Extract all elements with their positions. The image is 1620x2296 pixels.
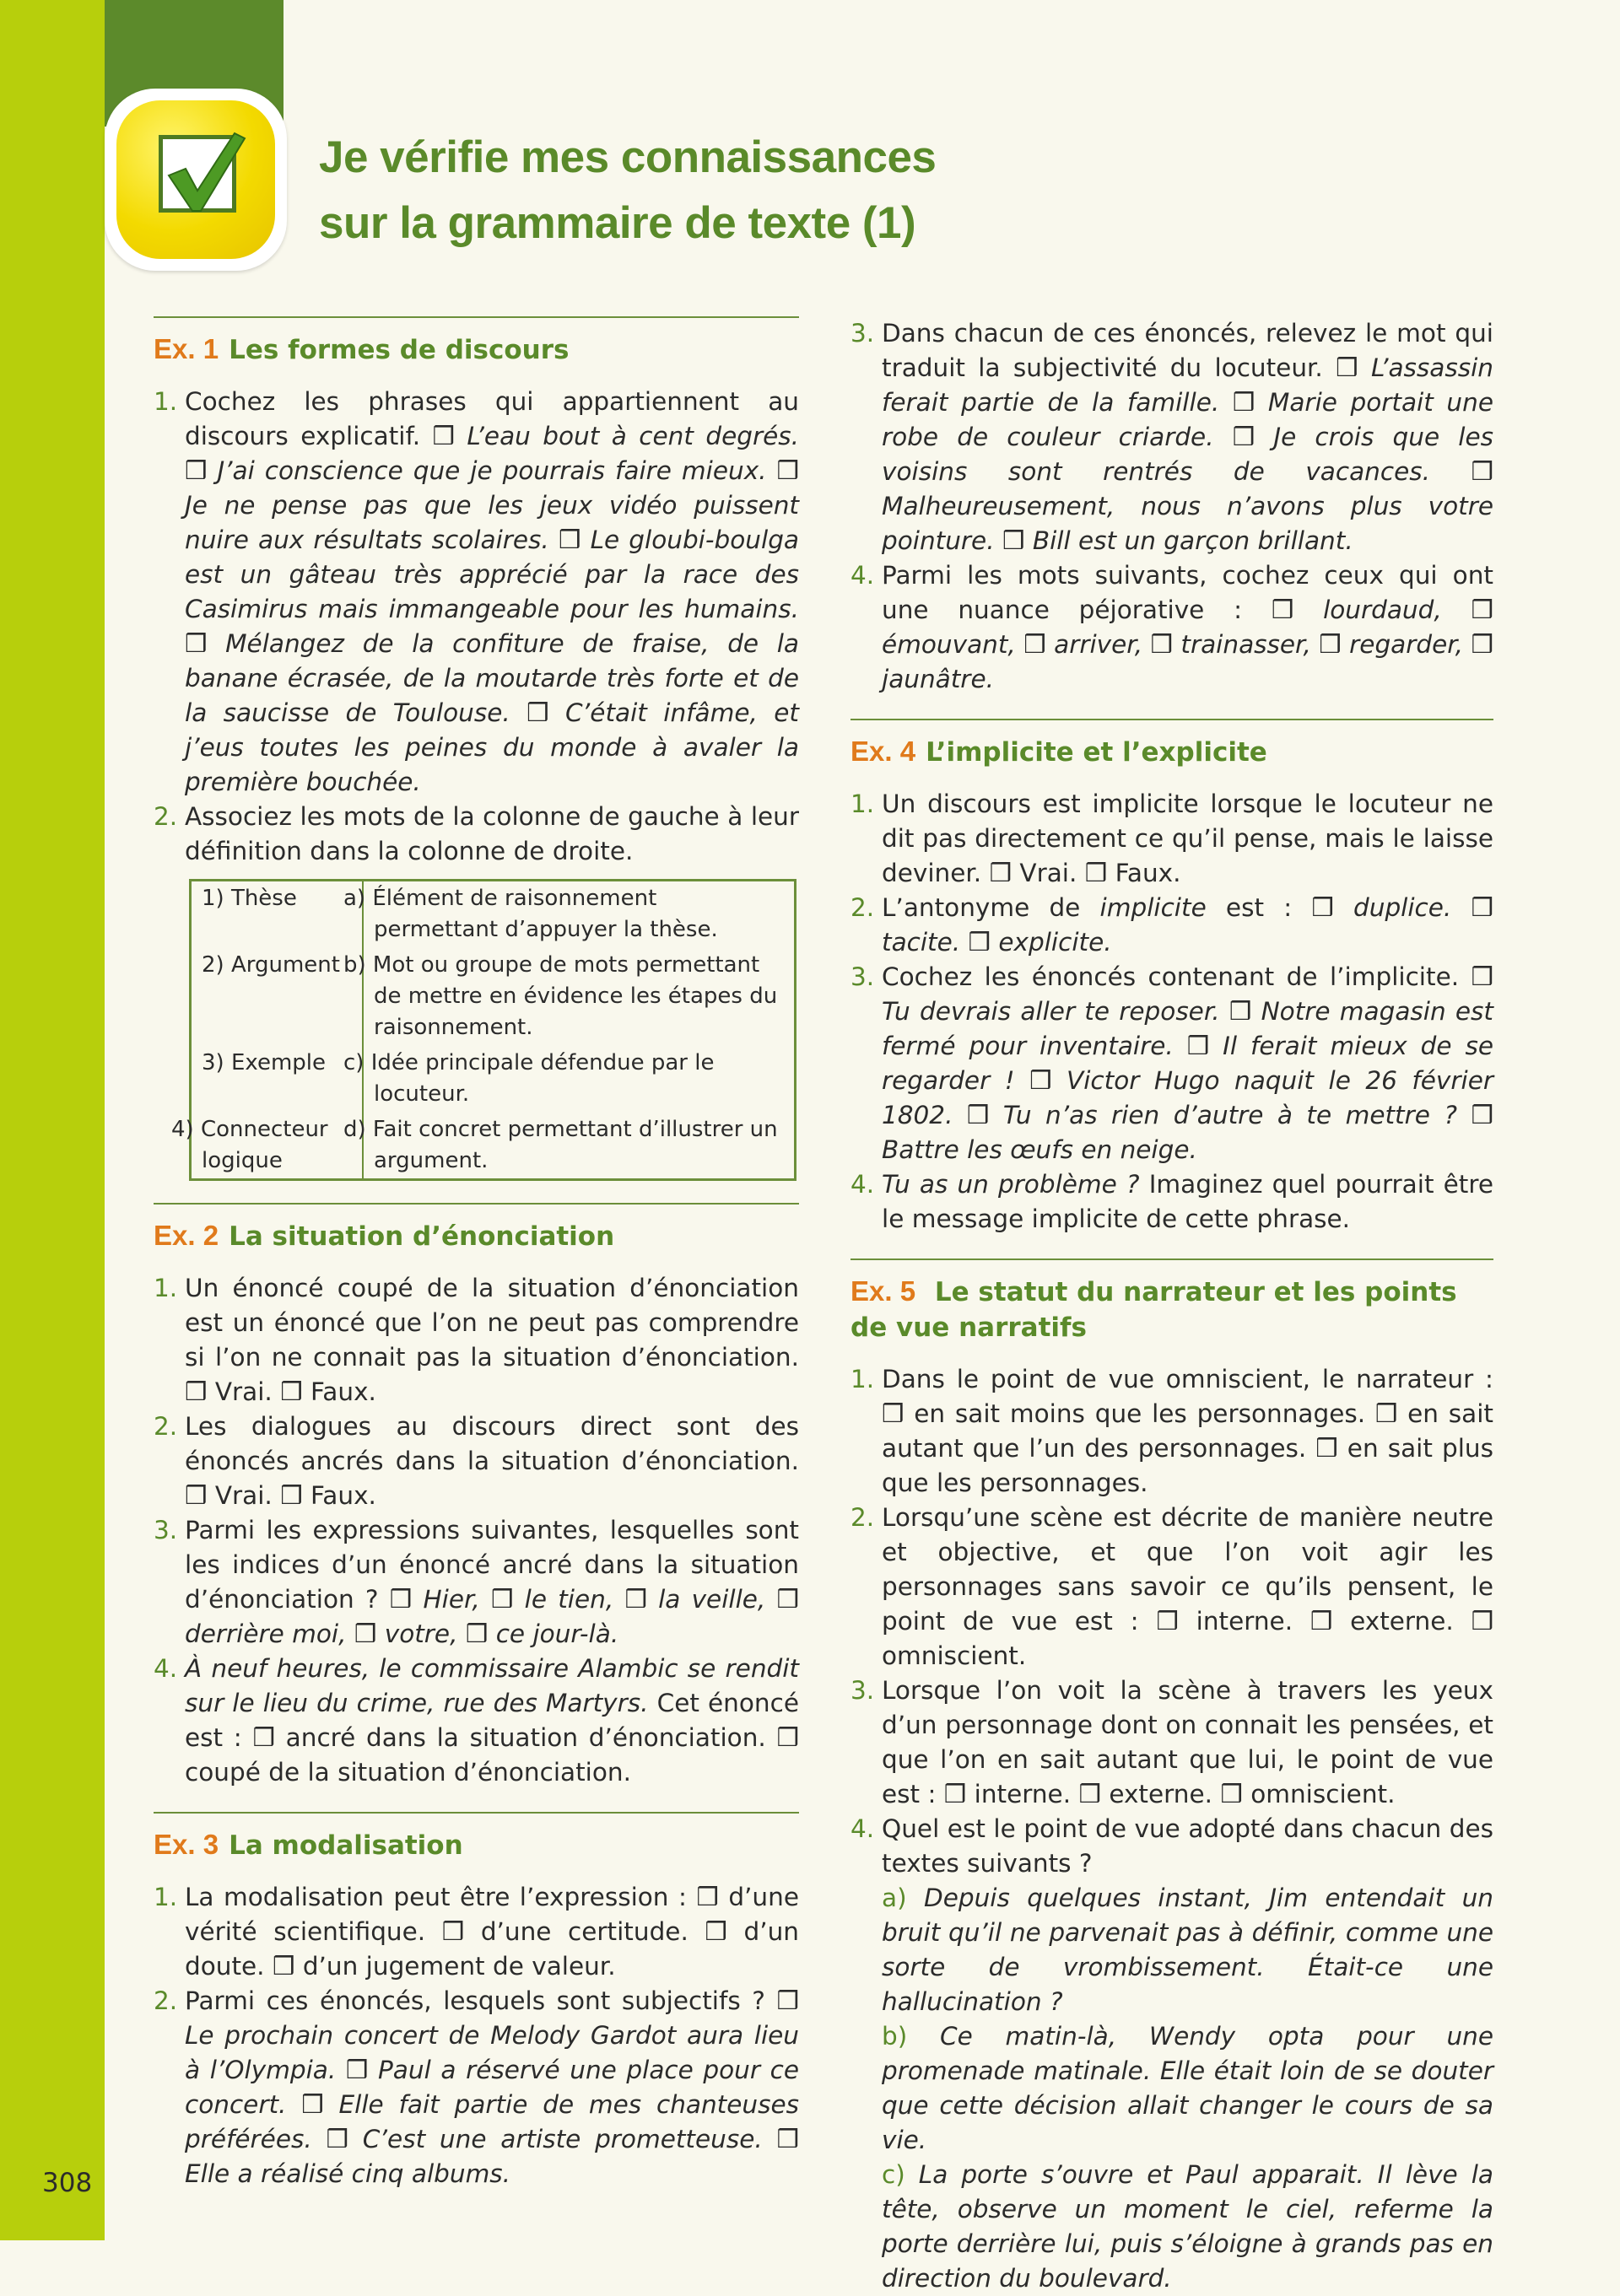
- question-item: [850, 558, 1493, 697]
- exercise-4: [850, 719, 1493, 1237]
- exercise-heading: [154, 1827, 799, 1863]
- exercise-heading: [850, 734, 1493, 770]
- exercise-title: Le statut du narrateur et les points de vue narratifs: [850, 1277, 1457, 1343]
- question-number: 3.: [850, 319, 875, 348]
- checkbox[interactable]: ❒: [776, 2125, 799, 2153]
- checkbox[interactable]: ❒: [1228, 997, 1252, 1026]
- question-text: Un énoncé coupé de la situation d’énonciation est un énoncé que l’on ne peut pas comprendre si l’on ne connait pas la situation d’énonciation.: [185, 1274, 799, 1372]
- checkbox[interactable]: ❒: [1336, 353, 1358, 382]
- checkbox[interactable]: ❒: [1311, 893, 1334, 922]
- text-excerpt: [882, 2019, 1493, 2158]
- divider: [154, 1203, 799, 1205]
- option-text: interne.: [1196, 1607, 1293, 1636]
- option-text: Malheureusement, nous n’avons plus votre pointure.: [882, 492, 1493, 555]
- checkbox[interactable]: ❒: [776, 1986, 799, 2015]
- question-number: 2.: [154, 1412, 178, 1441]
- divider: [154, 1812, 799, 1814]
- question-number: 4.: [154, 1654, 178, 1683]
- checkbox[interactable]: ❒: [272, 1952, 295, 1981]
- option-text: Je ne pense pas que les jeux vidéo puissent nuire aux résultats scolaires.: [185, 491, 799, 554]
- question-item: [154, 1271, 799, 1409]
- text-excerpt: [882, 1881, 1493, 2019]
- checkbox[interactable]: ❒: [1471, 893, 1493, 922]
- question-number: 2.: [154, 1986, 178, 2015]
- option-text: L’eau bout à cent degrés.: [467, 422, 799, 450]
- page-number: 308: [42, 2168, 93, 2198]
- exercise-number: Ex. 5: [850, 1275, 916, 1307]
- option-text: d’une vérité scientifique.: [185, 1883, 799, 1946]
- checkbox[interactable]: ❒: [1471, 1607, 1494, 1636]
- option-text: Il ferait mieux de se regarder !: [882, 1032, 1493, 1095]
- checkbox[interactable]: ❒: [1156, 1607, 1179, 1636]
- exercise-title: Les formes de discours: [229, 335, 570, 365]
- question-item: [154, 1880, 799, 1984]
- checkbox[interactable]: ❒: [389, 1585, 413, 1614]
- question-item: [154, 1984, 799, 2191]
- option-text: Tu devrais aller te reposer.: [882, 997, 1220, 1026]
- option-text: Hier,: [423, 1585, 480, 1614]
- exercise-title: L’implicite et l’explicite: [926, 737, 1267, 768]
- checkbox[interactable]: ❒: [441, 1917, 465, 1946]
- option-text: le tien,: [524, 1585, 614, 1614]
- checkbox[interactable]: ❒: [1374, 1399, 1398, 1428]
- option-text: Vrai.: [1019, 859, 1077, 887]
- option-text: J’ai conscience que je pourrais faire mieux.: [217, 456, 767, 485]
- checkbox[interactable]: ❒: [345, 2056, 369, 2084]
- excerpt-text: Depuis quelques instant, Jim entendait un bruit qu’il ne parvenait pas à définir, comme une sorte de vrombissement. Était-ce une hallucination ?: [882, 1884, 1493, 2016]
- question-number: 1.: [850, 790, 875, 818]
- question-text: Parmi ces énoncés, lesquels sont subjectifs ?: [185, 1986, 765, 2015]
- option-text: trainasser,: [1180, 630, 1311, 659]
- question-text: Dans chacun de ces énoncés, relevez le mot qui traduit la subjectivité du locuteur.: [882, 319, 1493, 382]
- page-title-line-2: sur la grammaire de texte (1): [319, 198, 916, 248]
- divider: [154, 316, 799, 318]
- exercise-heading: [850, 1274, 1493, 1345]
- checkbox[interactable]: ❒: [776, 1585, 799, 1614]
- checkbox[interactable]: ❒: [989, 859, 1012, 887]
- exercise-number: Ex. 4: [850, 736, 916, 767]
- checkmark-icon: [157, 127, 250, 219]
- checkbox[interactable]: ❒: [1029, 1066, 1052, 1095]
- question-item: [850, 1673, 1493, 1812]
- option-text: L’assassin ferait partie de la famille.: [882, 353, 1493, 417]
- exercise-heading: [154, 1218, 799, 1254]
- checkbox[interactable]: ❒: [1232, 388, 1256, 417]
- option-text: en sait autant que l’un des personnages.: [882, 1399, 1493, 1463]
- question-text: Cochez les énoncés contenant de l’implicite.: [882, 962, 1460, 991]
- option-text: ancré dans la situation d’énonciation.: [285, 1723, 766, 1752]
- table-definition: b) Mot ou groupe de mots permettant de mettre en évidence les étapes du raisonnement.: [343, 952, 778, 1040]
- question-number: 1.: [154, 387, 178, 416]
- association-table: [171, 879, 796, 1181]
- option-text: omniscient.: [882, 1641, 1027, 1670]
- question-text: Quel est le point de vue adopté dans chacun des textes suivants ?: [882, 1814, 1493, 1878]
- option-text: Elle a réalisé cinq albums.: [185, 2159, 511, 2188]
- right-column: [850, 316, 1493, 2296]
- quoted-sentence: À neuf heures, le commissaire Alambic se rendit sur le lieu du crime, rue des Martyrs.: [185, 1654, 799, 1717]
- option-text: Le gloubi-boulga est un gâteau très apprécié par la race des Casimirus mais immangeable pour les humains.: [185, 525, 799, 623]
- checkbox[interactable]: ❒: [185, 1481, 208, 1510]
- exercise-3: [154, 1812, 799, 2191]
- text-excerpt: [882, 2158, 1493, 2296]
- option-text: Faux.: [1115, 859, 1181, 887]
- question-number: 3.: [850, 962, 875, 991]
- question-number: 4.: [850, 1814, 875, 1843]
- question-text: Un discours est implicite lorsque le locuteur ne dit pas directement ce qu’il pense, mais le laisse deviner.: [882, 790, 1493, 887]
- question-item: [154, 1409, 799, 1513]
- question-text: Lorsque l’on voit la scène à travers les yeux d’un personnage dont on connait les pensées, et que l’on en sait autant que lui, le point de vue est :: [882, 1676, 1493, 1808]
- option-text: en sait moins que les personnages.: [914, 1399, 1366, 1428]
- table-definition: c) Idée principale défendue par le locuteur.: [343, 1050, 715, 1107]
- checkbox[interactable]: ❒: [705, 1917, 727, 1946]
- question-number: 1.: [154, 1883, 178, 1911]
- option-text: duplice.: [1353, 893, 1452, 922]
- option-text: coupé de la situation d’énonciation.: [185, 1758, 631, 1787]
- question-text: est :: [1225, 893, 1293, 922]
- keyword: implicite: [1099, 893, 1207, 922]
- checkbox[interactable]: ❒: [1471, 1101, 1493, 1129]
- option-text: Elle fait partie de mes chanteuses préférées.: [185, 2090, 799, 2153]
- question-item: [154, 1513, 799, 1652]
- checkbox[interactable]: ❒: [280, 1481, 303, 1510]
- question-item: [850, 1812, 1493, 1881]
- excerpt-letter: b): [882, 2022, 908, 2051]
- exercise-1: [154, 316, 799, 1181]
- option-text: lourdaud,: [1323, 596, 1442, 624]
- checkbox[interactable]: ❒: [354, 1620, 377, 1648]
- divider: [850, 719, 1493, 720]
- option-text: explicite.: [998, 928, 1112, 957]
- question-item: [850, 891, 1493, 960]
- excerpt-letter: c): [882, 2160, 905, 2189]
- checkbox[interactable]: ❒: [1150, 630, 1173, 659]
- question-item: [154, 1652, 799, 1790]
- option-text: Victor Hugo naquit le 26 février 1802.: [882, 1066, 1493, 1129]
- question-text: Les dialogues au discours direct sont des énoncés ancrés dans la situation d’énonciation.: [185, 1412, 799, 1475]
- checkbox[interactable]: ❒: [1186, 1032, 1210, 1060]
- page-title: [319, 125, 936, 256]
- question-number: 3.: [850, 1676, 875, 1705]
- checkbox[interactable]: ❒: [1315, 1434, 1338, 1463]
- option-text: C’était infâme, et j’eus toutes les peines du monde à avaler la première bouchée.: [185, 698, 799, 796]
- checkbox[interactable]: ❒: [966, 1101, 990, 1129]
- exercise-3-continued: [850, 316, 1493, 697]
- checkbox[interactable]: ❒: [776, 456, 799, 485]
- checkbox[interactable]: ❒: [432, 422, 455, 450]
- table-definition: d) Fait concret permettant d’illustrer un argument.: [343, 1117, 778, 1173]
- question-text: Lorsqu’une scène est décrite de manière neutre et objective, et que l’on voit agir les personnages sans savoir ce qu’ils pensent, le point de vue est :: [882, 1503, 1493, 1636]
- option-text: Mélangez de la confiture de fraise, de la banane écrasée, de la moutarde très forte et de la saucisse de Toulouse.: [185, 629, 799, 727]
- exercise-number: Ex. 3: [154, 1829, 219, 1860]
- option-text: votre,: [384, 1620, 458, 1648]
- checkbox[interactable]: ❒: [1471, 457, 1493, 486]
- option-text: Battre les œufs en neige.: [882, 1135, 1197, 1164]
- page-title-line-1: Je vérifie mes connaissances: [319, 132, 937, 182]
- checkbox[interactable]: ❒: [1471, 962, 1493, 991]
- quoted-sentence: Tu as un problème ?: [882, 1170, 1140, 1199]
- checkbox[interactable]: ❒: [1471, 630, 1493, 659]
- exercise-title: La situation d’énonciation: [229, 1221, 615, 1252]
- option-text: Tu n’as rien d’autre à te mettre ?: [1002, 1101, 1458, 1129]
- checkbox[interactable]: ❒: [1002, 526, 1025, 555]
- option-text: Marie portait une robe de couleur criarde.: [882, 388, 1493, 451]
- option-text: C’est une artiste prometteuse.: [362, 2125, 763, 2153]
- question-number: 2.: [850, 1503, 875, 1532]
- excerpt-text: Ce matin-là, Wendy opta pour une promenade matinale. Elle était loin de se douter que cette décision allait changer le cours de sa vie.: [882, 2022, 1493, 2154]
- question-number: 3.: [154, 1516, 178, 1544]
- checkbox[interactable]: ❒: [1232, 423, 1256, 451]
- option-text: regarder,: [1349, 630, 1464, 659]
- checkbox[interactable]: ❒: [280, 1377, 303, 1406]
- checkbox[interactable]: ❒: [491, 1585, 514, 1614]
- checkbox[interactable]: ❒: [465, 1620, 489, 1648]
- option-text: d’une certitude.: [480, 1917, 688, 1946]
- exercise-heading: [154, 331, 799, 368]
- question-item: [850, 787, 1493, 891]
- question-number: 4.: [850, 561, 875, 590]
- excerpt-letter: a): [882, 1884, 907, 1912]
- option-text: Faux.: [310, 1481, 376, 1510]
- checkbox[interactable]: ❒: [185, 1377, 208, 1406]
- option-text: Notre magasin est fermé pour inventaire.: [882, 997, 1493, 1060]
- question-item: [850, 1167, 1493, 1237]
- question-item: [154, 385, 799, 800]
- table-term: 3) Exemple: [191, 1045, 364, 1112]
- question-text: L’antonyme de: [882, 893, 1081, 922]
- option-text: Vrai.: [214, 1481, 273, 1510]
- exercise-5: [850, 1258, 1493, 2296]
- checkbox[interactable]: ❒: [185, 629, 208, 658]
- option-text: ce jour-là.: [495, 1620, 619, 1648]
- exercise-title: La modalisation: [229, 1830, 463, 1861]
- option-text: arriver,: [1054, 630, 1143, 659]
- question-text: Dans le point de vue omniscient, le narrateur :: [882, 1365, 1493, 1393]
- question-item: [850, 1362, 1493, 1501]
- option-text: Le prochain concert de Melody Gardot aura lieu à l’Olympia.: [185, 2021, 799, 2084]
- option-text: émouvant,: [882, 630, 1016, 659]
- option-text: externe.: [1109, 1780, 1212, 1808]
- option-text: Vrai.: [214, 1377, 273, 1406]
- option-text: la veille,: [658, 1585, 766, 1614]
- option-text: omniscient.: [1250, 1780, 1396, 1808]
- checkbox[interactable]: ❒: [1471, 596, 1493, 624]
- question-item: [850, 1501, 1493, 1673]
- question-text: Associez les mots de la colonne de gauche à leur définition dans la colonne de droite.: [185, 802, 799, 865]
- question-number: 2.: [154, 802, 178, 831]
- option-text: Faux.: [310, 1377, 376, 1406]
- option-text: d’un doute.: [185, 1917, 799, 1981]
- checkbox[interactable]: ❒: [1220, 1780, 1243, 1808]
- checkbox[interactable]: ❒: [624, 1585, 647, 1614]
- option-text: externe.: [1350, 1607, 1454, 1636]
- divider: [850, 1258, 1493, 1260]
- question-number: 4.: [850, 1170, 875, 1199]
- option-text: derrière moi,: [185, 1620, 347, 1648]
- checkbox[interactable]: ❒: [526, 698, 549, 727]
- question-text: Cochez les phrases qui appartiennent au discours explicatif.: [185, 387, 799, 450]
- side-band: [0, 0, 105, 2240]
- table-term: 2) Argument: [191, 947, 364, 1045]
- exercise-number: Ex. 2: [154, 1220, 219, 1251]
- checkbox[interactable]: ❒: [1078, 1780, 1101, 1808]
- checkbox[interactable]: ❒: [1310, 1607, 1333, 1636]
- option-text: Je crois que les voisins sont rentrés de vacances.: [882, 423, 1493, 486]
- checkbox[interactable]: ❒: [882, 1399, 904, 1428]
- question-number: 1.: [850, 1365, 875, 1393]
- exercise-2: [154, 1203, 799, 1790]
- checkbox[interactable]: ❒: [1271, 596, 1294, 624]
- option-text: en sait plus que les personnages.: [882, 1434, 1493, 1497]
- question-text: Imaginez quel pourrait être le message implicite de cette phrase.: [882, 1170, 1493, 1233]
- checkbox[interactable]: ❒: [301, 2090, 324, 2119]
- checkbox[interactable]: ❒: [252, 1723, 275, 1752]
- question-text: Parmi les expressions suivantes, lesquelles sont les indices d’un énoncé ancré dans la situation d’énonciation ?: [185, 1516, 799, 1614]
- question-number: 1.: [154, 1274, 178, 1302]
- table-term: 1) Thèse: [191, 881, 364, 948]
- table-definition: a) Élément de raisonnement permettant d’appuyer la thèse.: [343, 886, 718, 942]
- excerpt-text: La porte s’ouvre et Paul apparait. Il lève la tête, observe un moment le ciel, referme la porte derrière lui, puis s’éloigne à grands pas en direction du boulevard.: [882, 2160, 1493, 2293]
- question-number: 2.: [850, 893, 875, 922]
- checkbox[interactable]: ❒: [776, 1723, 799, 1752]
- checkbox[interactable]: ❒: [326, 2125, 348, 2153]
- table-term: 4) Connecteur logique: [191, 1112, 364, 1180]
- checkbox[interactable]: ❒: [968, 928, 991, 957]
- question-item: [154, 800, 799, 869]
- option-text: tacite.: [882, 928, 961, 957]
- question-text: La modalisation peut être l’expression :: [185, 1883, 687, 1911]
- checkbox[interactable]: ❒: [1084, 859, 1108, 887]
- question-item: [850, 316, 1493, 558]
- question-text: Cet énoncé est :: [185, 1689, 799, 1752]
- checkbox[interactable]: ❒: [1319, 630, 1342, 659]
- option-text: jaunâtre.: [882, 665, 994, 693]
- option-text: Bill est un garçon brillant.: [1032, 526, 1353, 555]
- option-text: Paul a réservé une place pour ce concert.: [185, 2056, 800, 2119]
- checkbox[interactable]: ❒: [185, 456, 208, 485]
- checkbox[interactable]: ❒: [558, 525, 581, 554]
- checkbox[interactable]: ❒: [943, 1780, 967, 1808]
- option-text: interne.: [974, 1780, 1072, 1808]
- question-text: Parmi les mots suivants, cochez ceux qui ont une nuance péjorative :: [882, 561, 1493, 624]
- checkbox[interactable]: ❒: [1023, 630, 1046, 659]
- left-column: [154, 316, 799, 2191]
- question-item: [850, 960, 1493, 1167]
- exercise-number: Ex. 1: [154, 333, 219, 364]
- option-text: d’un jugement de valeur.: [302, 1952, 616, 1981]
- checkbox[interactable]: ❒: [696, 1883, 719, 1911]
